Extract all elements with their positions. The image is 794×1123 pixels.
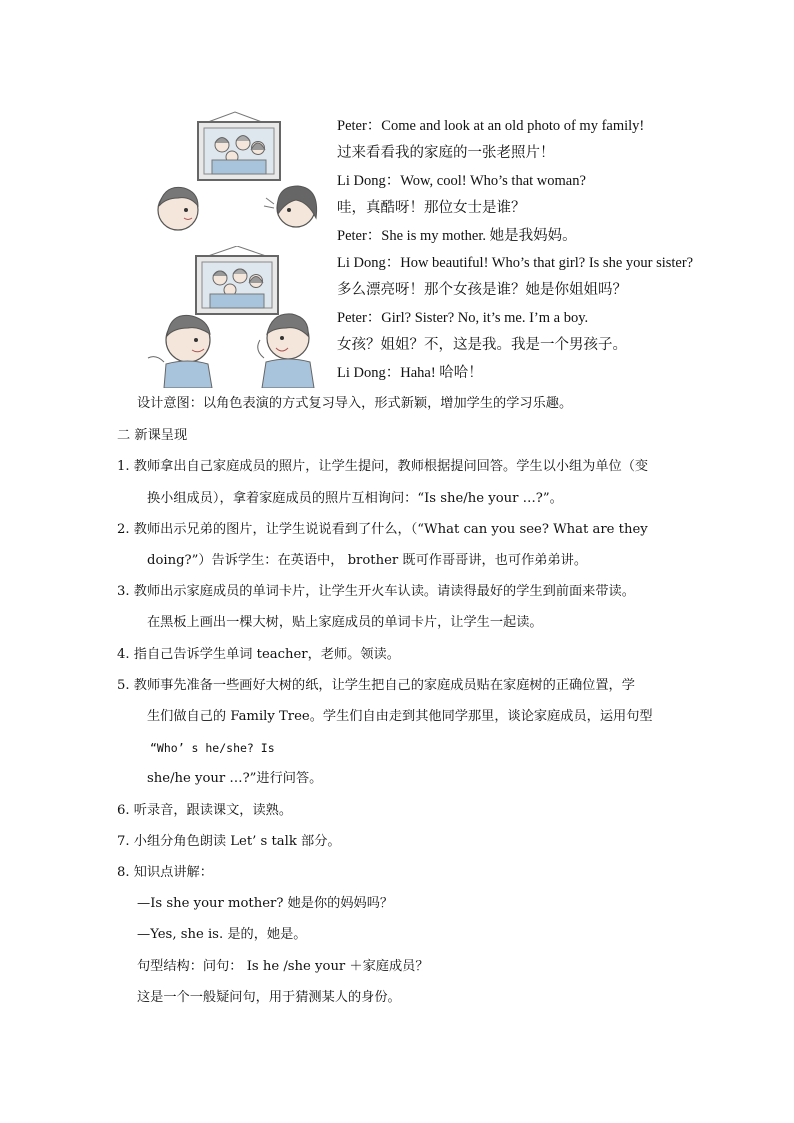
step-1-line-1: 1. 教师拿出自己家庭成员的照片，让学生提问，教师根据提问回答。学生以小组为单位（变 bbox=[117, 459, 649, 474]
step-6: 6. 听录音，跟读课文，读熟。 bbox=[117, 803, 293, 818]
dialogue-line: 女孩？姐姐？不，这是我。我是一个男孩子。 bbox=[337, 337, 627, 354]
dialogue-line: Peter：She is my mother. 她是我妈妈。 bbox=[337, 227, 577, 244]
step-3-line-2: 在黑板上画出一棵大树，贴上家庭成员的单词卡片，让学生一起读。 bbox=[147, 615, 543, 630]
step-3-line-1: 3. 教师出示家庭成员的单词卡片，让学生开火车认读。请读得最好的学生到前面来带读。 bbox=[117, 584, 635, 599]
step-5-line-2: 生们做自己的 Family Tree。学生们自由走到其他同学那里，谈论家庭成员，运用句型 bbox=[147, 709, 653, 724]
step-2-line-2: doing?”）告诉学生：在英语中， brother 既可作哥哥讲，也可作弟弟讲。 bbox=[147, 553, 588, 568]
design-intent: 设计意图：以角色表演的方式复习导入，形式新颖，增加学生的学习乐趣。 bbox=[137, 396, 573, 411]
step-1-line-2: 换小组成员），拿着家庭成员的照片互相询问：“Is she/he your …?”。 bbox=[147, 491, 563, 506]
section-title: 二 新课呈现 bbox=[117, 428, 188, 443]
dialogue-line: 多么漂亮呀！那个女孩是谁？她是你姐姐吗？ bbox=[337, 282, 627, 299]
step-5-line-3: “Who’ s he/she? Is bbox=[150, 741, 275, 755]
dialogue-line: 过来看看我的家庭的一张老照片！ bbox=[337, 145, 555, 162]
step-5-line-4: she/he your …?”进行问答。 bbox=[147, 771, 323, 786]
step-5-line-1: 5. 教师事先准备一些画好大树的纸，让学生把自己的家庭成员贴在家庭树的正确位置，学 bbox=[117, 678, 635, 693]
dialogue-line: Li Dong：How beautiful! Who’s that girl? Is she your sister? bbox=[337, 254, 694, 271]
dialogue-line: Peter：Girl? Sister? No, it’s me. I’m a boy. bbox=[337, 309, 589, 326]
family-photo-illustration-2 bbox=[142, 246, 322, 388]
step-2-line-1: 2. 教师出示兄弟的图片，让学生说说看到了什么，（“What can you see? What are they bbox=[117, 522, 648, 537]
step-7: 7. 小组分角色朗读 Let’ s talk 部分。 bbox=[117, 834, 341, 849]
knowledge-line-1: —Is she your mother? 她是你的妈妈吗？ bbox=[137, 896, 394, 911]
dialogue-line: Li Dong：Wow, cool! Who’s that woman? bbox=[337, 172, 586, 189]
knowledge-line-4: 这是一个一般疑问句，用于猜测某人的身份。 bbox=[137, 990, 401, 1005]
knowledge-line-2: —Yes, she is. 是的，她是。 bbox=[137, 927, 307, 942]
knowledge-line-3: 句型结构：问句： Is he /she your ＋家庭成员？ bbox=[137, 959, 429, 974]
family-photo-illustration-1 bbox=[148, 110, 328, 235]
dialogue-line: Peter：Come and look at an old photo of my family! bbox=[337, 118, 645, 134]
step-8: 8. 知识点讲解： bbox=[117, 865, 213, 880]
step-4: 4. 指自己告诉学生单词 teacher，老师。领读。 bbox=[117, 647, 400, 662]
dialogue-line: Li Dong：Haha! 哈哈！ bbox=[337, 364, 483, 381]
dialogue-block bbox=[337, 113, 777, 387]
dialogue-line: 哇，真酷呀！那位女士是谁？ bbox=[337, 200, 526, 217]
